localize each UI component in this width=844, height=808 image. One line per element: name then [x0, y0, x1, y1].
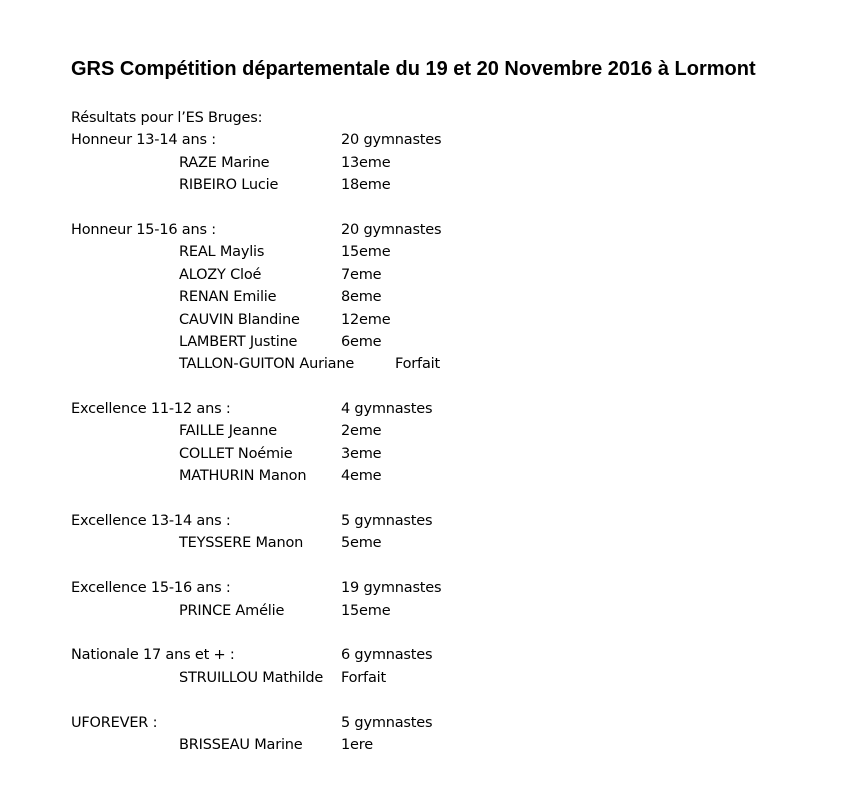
gymnast-rank: 15eme [341, 602, 391, 619]
gymnast-name: BRISSEAU Marine [179, 736, 303, 753]
gymnast-rank: 1ere [341, 736, 373, 753]
gymnast-rank: 3eme [341, 445, 382, 462]
gymnast-rank: 5eme [341, 535, 382, 552]
gymnast-name: RIBEIRO Lucie [179, 177, 279, 194]
gymnast-name: TEYSSERE Manon [179, 535, 304, 552]
gymnast-rank: 6eme [341, 333, 382, 350]
gymnast-rank: Forfait [395, 356, 440, 373]
gymnast-rank: 13eme [341, 154, 391, 171]
gymnast-name: ALOZY Cloé [179, 266, 262, 283]
gymnast-name: PRINCE Amélie [179, 602, 285, 619]
gymnast-rank: 8eme [341, 289, 382, 306]
category-label: Honneur 13-14 ans : [71, 132, 216, 149]
category-label: Honneur 15-16 ans : [71, 221, 216, 238]
category-count: 20 gymnastes [341, 221, 442, 238]
gymnast-rank: 2eme [341, 423, 382, 440]
gymnast-name: FAILLE Jeanne [179, 423, 277, 440]
gymnast-rank: 18eme [341, 177, 391, 194]
gymnast-rank: 15eme [341, 244, 391, 261]
intro-text: Résultats pour l’ES Bruges: [71, 110, 263, 126]
gymnast-rank: 7eme [341, 266, 382, 283]
gymnast-name: RAZE Marine [179, 154, 270, 171]
gymnast-name: TALLON-GUITON Auriane [179, 356, 355, 373]
category-label: Excellence 15-16 ans : [71, 580, 231, 597]
gymnast-name: CAUVIN Blandine [179, 311, 300, 328]
category-count: 6 gymnastes [341, 647, 433, 664]
gymnast-rank: Forfait [341, 669, 386, 686]
category-count: 19 gymnastes [341, 580, 442, 597]
category-label: Excellence 11-12 ans : [71, 401, 231, 418]
gymnast-name: REAL Maylis [179, 244, 265, 261]
category-label: UFOREVER : [71, 714, 158, 731]
gymnast-name: MATHURIN Manon [179, 468, 307, 485]
gymnast-rank: 4eme [341, 468, 382, 485]
gymnast-name: COLLET Noémie [179, 445, 293, 462]
page-title: GRS Compétition départementale du 19 et 20 Novembre 2016 à Lormont [71, 58, 756, 80]
category-count: 20 gymnastes [341, 132, 442, 149]
category-label: Excellence 13-14 ans : [71, 513, 231, 530]
gymnast-name: LAMBERT Justine [179, 333, 298, 350]
category-count: 4 gymnastes [341, 401, 433, 418]
category-count: 5 gymnastes [341, 513, 433, 530]
category-count: 5 gymnastes [341, 714, 433, 731]
gymnast-rank: 12eme [341, 311, 391, 328]
gymnast-name: STRUILLOU Mathilde [179, 669, 324, 686]
category-label: Nationale 17 ans et + : [71, 647, 235, 664]
gymnast-name: RENAN Emilie [179, 289, 277, 306]
